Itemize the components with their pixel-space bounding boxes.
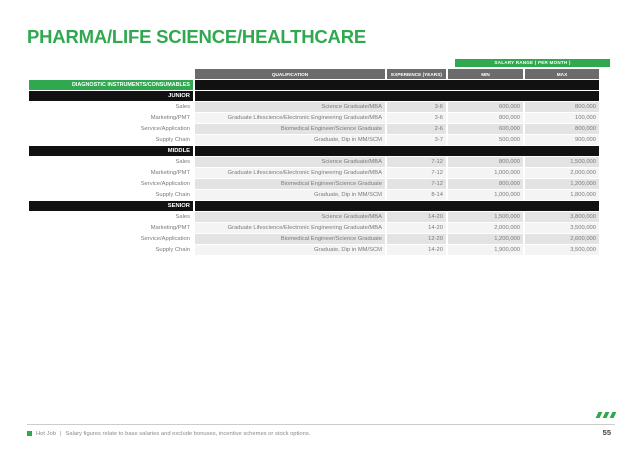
cell-qualification: Biomedical Engineer/Science Graduate (195, 124, 385, 134)
table-row (29, 245, 599, 255)
cell-qualification: Graduate Lifescience/Electronic Engineering Graduate/MBA (195, 113, 385, 123)
footer-brand: Hot Job (36, 431, 56, 438)
page-title: PHARMA/LIFE SCIENCE/HEALTHCARE (27, 26, 366, 47)
section-row (29, 91, 599, 101)
decorative-slash (596, 412, 603, 418)
table-header-row (29, 69, 599, 79)
cell-min-salary: 1,900,000 (448, 245, 523, 255)
cell-qualification: Biomedical Engineer/Science Graduate (195, 179, 385, 189)
cell-role: Sales (29, 102, 193, 112)
table-row (29, 168, 599, 178)
table-row (29, 223, 599, 233)
cell-max-salary: 3,500,000 (525, 223, 599, 233)
cell-min-salary: 1,000,000 (448, 190, 523, 200)
cell-role: Marketing/PMT (29, 113, 193, 123)
cell-max-salary: 2,000,000 (525, 168, 599, 178)
decorative-slash (603, 412, 610, 418)
cell-max-salary: 1,800,000 (525, 190, 599, 200)
cell-min-salary: 600,000 (448, 124, 523, 134)
cell-experience: 2-6 (387, 124, 446, 134)
cell-role: Service/Application (29, 179, 193, 189)
cell-qualification: Graduate, Dip in MM/SCM (195, 245, 385, 255)
cell-experience: 14-20 (387, 245, 446, 255)
cell-min-salary: 800,000 (448, 113, 523, 123)
section-label: MIDDLE (29, 146, 193, 156)
cell-experience: 7-12 (387, 168, 446, 178)
cell-max-salary: 3,500,000 (525, 245, 599, 255)
cell-qualification: Science Graduate/MBA (195, 212, 385, 222)
cell-experience: 3-7 (387, 135, 446, 145)
salary-table (27, 68, 601, 256)
cell-max-salary: 1,200,000 (525, 179, 599, 189)
cell-role: Marketing/PMT (29, 168, 193, 178)
section-label: SENIOR (29, 201, 193, 211)
cell-experience: 7-12 (387, 157, 446, 167)
table-row (29, 234, 599, 244)
category-row (29, 80, 599, 90)
cell-experience: 14-20 (387, 223, 446, 233)
page-number: 55 (602, 428, 611, 437)
section-bar (195, 91, 599, 101)
cell-qualification: Biomedical Engineer/Science Graduate (195, 234, 385, 244)
cell-min-salary: 800,000 (448, 179, 523, 189)
cell-experience: 8-14 (387, 190, 446, 200)
cell-max-salary: 1,500,000 (525, 157, 599, 167)
cell-min-salary: 1,200,000 (448, 234, 523, 244)
footer-divider (27, 424, 615, 425)
cell-max-salary: 100,000 (525, 113, 599, 123)
section-bar (195, 201, 599, 211)
section-row (29, 146, 599, 156)
cell-role: Supply Chain (29, 135, 193, 145)
cell-max-salary: 3,800,000 (525, 212, 599, 222)
table-row (29, 190, 599, 200)
section-row (29, 201, 599, 211)
cell-min-salary: 600,000 (448, 102, 523, 112)
cell-role: Sales (29, 157, 193, 167)
category-bar (195, 80, 599, 90)
footer (27, 431, 310, 437)
footer-note: Salary figures relate to base salaries and exclude bonuses, incentive schemes or stock options. (65, 431, 311, 438)
cell-experience: 3-6 (387, 113, 446, 123)
cell-experience: 3-6 (387, 102, 446, 112)
header-max: MAX (525, 69, 599, 79)
cell-experience: 14-20 (387, 212, 446, 222)
cell-max-salary: 2,600,000 (525, 234, 599, 244)
cell-min-salary: 1,500,000 (448, 212, 523, 222)
cell-min-salary: 1,000,000 (448, 168, 523, 178)
cell-qualification: Science Graduate/MBA (195, 157, 385, 167)
table-row (29, 212, 599, 222)
cell-max-salary: 900,000 (525, 135, 599, 145)
salary-range-header: SALARY RANGE ( PER MONTH ) (455, 59, 610, 67)
cell-role: Service/Application (29, 124, 193, 134)
cell-experience: 12-20 (387, 234, 446, 244)
table-row (29, 102, 599, 112)
cell-role: Sales (29, 212, 193, 222)
header-min: MIN (448, 69, 523, 79)
table-row (29, 135, 599, 145)
cell-qualification: Graduate Lifescience/Electronic Engineering Graduate/MBA (195, 223, 385, 233)
category-label: DIAGNOSTIC INSTRUMENTS/CONSUMABLES (29, 80, 193, 90)
cell-max-salary: 800,000 (525, 102, 599, 112)
cell-min-salary: 2,000,000 (448, 223, 523, 233)
cell-qualification: Science Graduate/MBA (195, 102, 385, 112)
table-row (29, 179, 599, 189)
header-blank (29, 69, 193, 79)
footer-separator: | (59, 431, 62, 438)
cell-role: Supply Chain (29, 190, 193, 200)
table-row (29, 157, 599, 167)
cell-role: Marketing/PMT (29, 223, 193, 233)
table-row (29, 113, 599, 123)
cell-role: Supply Chain (29, 245, 193, 255)
table-row (29, 124, 599, 134)
section-label: JUNIOR (29, 91, 193, 101)
header-experience: EXPERIENCE (YEARS) (387, 69, 446, 79)
cell-experience: 7-12 (387, 179, 446, 189)
cell-qualification: Graduate Lifescience/Electronic Engineering Graduate/MBA (195, 168, 385, 178)
decorative-slash (610, 412, 617, 418)
cell-max-salary: 800,000 (525, 124, 599, 134)
cell-qualification: Graduate, Dip in MM/SCM (195, 190, 385, 200)
cell-min-salary: 800,000 (448, 157, 523, 167)
cell-min-salary: 500,000 (448, 135, 523, 145)
brand-square-icon (27, 431, 32, 436)
section-bar (195, 146, 599, 156)
cell-qualification: Graduate, Dip in MM/SCM (195, 135, 385, 145)
header-qualification: QUALIFICATION (195, 69, 385, 79)
cell-role: Service/Application (29, 234, 193, 244)
